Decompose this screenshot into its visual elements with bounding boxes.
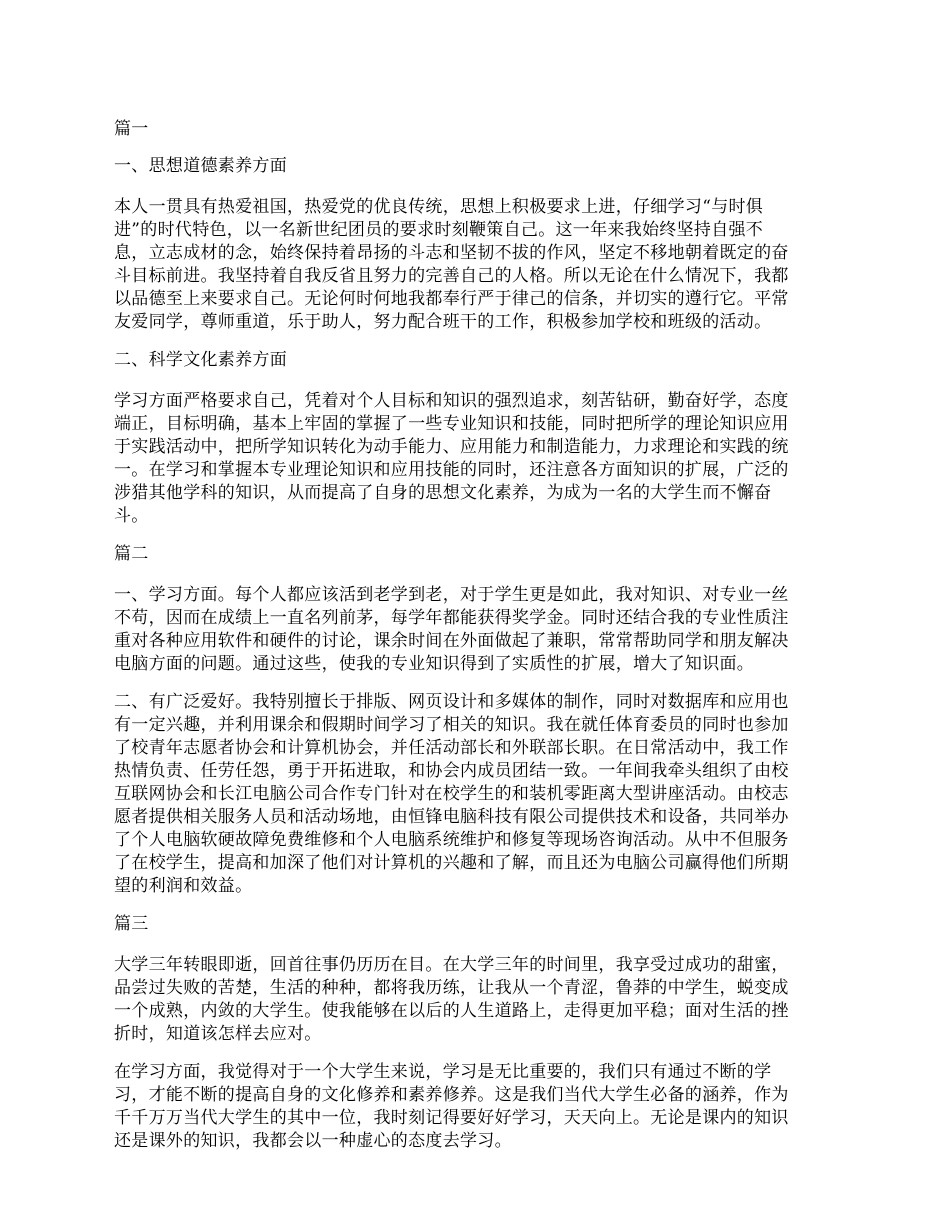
paragraph-line: 在学习方面，我觉得对于一个大学生来说，学习是无比重要的，我们只有通过不断的学 [114, 1062, 772, 1082]
paragraph-line: 重对各种应用软件和硬件的讨论，课余时间在外面做起了兼职，常常帮助同学和朋友解决 [114, 631, 789, 651]
subheading: 一、思想道德素养方面 [114, 156, 287, 176]
paragraph [114, 584, 844, 676]
paragraph-line: 一个成熟，内敛的大学生。使我能够在以后的人生道路上，走得更加平稳；面对生活的挫 [114, 1001, 789, 1021]
paragraph-line: 折时，知道该怎样去应对。 [114, 1024, 322, 1044]
paragraph-line: 有一定兴趣，并利用课余和假期时间学习了相关的知识。我在就任体育委员的同时也参加 [114, 715, 789, 735]
paragraph-line: 了校青年志愿者协会和计算机协会，并任活动部长和外联部长职。在日常活动中，我工作 [114, 738, 789, 758]
paragraph-line: 不苟，因而在成绩上一直名列前茅，每学年都能获得奖学金。同时还结合我的专业性质注 [114, 608, 789, 628]
paragraph-line: 息，立志成材的念，始终保持着昂扬的斗志和坚韧不拔的作风，坚定不移地朝着既定的奋 [114, 243, 789, 263]
paragraph [114, 196, 844, 334]
paragraph [114, 691, 844, 898]
paragraph [114, 954, 844, 1046]
paragraph-line: 大学三年转眼即逝，回首往事仍历历在目。在大学三年的时间里，我享受过成功的甜蜜， [114, 955, 789, 975]
paragraph-line: 斗。 [114, 506, 149, 526]
document-body [114, 118, 844, 1153]
paragraph-line: 端正，目标明确，基本上牢固的掌握了一些专业知识和技能，同时把所学的理论知识应用 [114, 414, 789, 434]
paragraph-line: 千千万万当代大学生的其中一位，我时刻记得要好好学习，天天向上。无论是课内的知识 [114, 1108, 789, 1128]
paragraph-line: 于实践活动中，把所学知识转化为动手能力、应用能力和制造能力，力求理论和实践的统 [114, 437, 789, 457]
paragraph-line: 互联网协会和长江电脑公司合作专门针对在校学生的和装机零距离大型讲座活动。由校志 [114, 784, 789, 804]
paragraph-line: 以品德至上来要求自己。无论何时何地我都奉行严于律己的信条，并切实的遵行它。平常 [114, 289, 789, 309]
section-title: 篇二 [114, 544, 149, 564]
paragraph-line: 涉猎其他学科的知识，从而提高了自身的思想文化素养，为成为一名的大学生而不懈奋 [114, 483, 772, 503]
paragraph-line: 还是课外的知识，我都会以一种虚心的态度去学习。 [114, 1131, 512, 1151]
paragraph-line: 一。在学习和掌握本专业理论知识和应用技能的同时，还注意各方面知识的扩展，广泛的 [114, 460, 789, 480]
paragraph-line: 学习方面严格要求自己，凭着对个人目标和知识的强烈追求，刻苦钻研，勤奋好学，态度 [114, 391, 789, 411]
paragraph-line: 进”的时代特色，以一名新世纪团员的要求时刻鞭策自己。这一年来我始终坚持自强不 [114, 220, 764, 240]
paragraph-line: 望的利润和效益。 [114, 876, 253, 896]
paragraph-line: 了在校学生，提高和加深了他们对计算机的兴趣和了解，而且还为电脑公司赢得他们所期 [114, 853, 789, 873]
paragraph-line: 品尝过失败的苦楚，生活的种种，都将我历练，让我从一个青涩，鲁莽的中学生，蜕变成 [114, 978, 789, 998]
paragraph [114, 390, 844, 528]
paragraph-line: 一、学习方面。每个人都应该活到老学到老，对于学生更是如此，我对知识、对专业一丝 [114, 585, 789, 605]
paragraph-line: 本人一贯具有热爱祖国，热爱党的优良传统，思想上积极要求上进，仔细学习“与时俱 [114, 197, 764, 217]
paragraph-line: 二、有广泛爱好。我特别擅长于排版、网页设计和多媒体的制作，同时对数据库和应用也 [114, 692, 789, 712]
paragraph-line: 电脑方面的问题。通过这些，使我的专业知识得到了实质性的扩展，增大了知识面。 [114, 654, 755, 674]
section-title: 篇三 [114, 914, 149, 934]
paragraph-line: 了个人电脑软硬故障免费维修和个人电脑系统维护和修复等现场咨询活动。从中不但服务 [114, 830, 789, 850]
paragraph-line: 热情负责、任劳任怨，勇于开拓进取，和协会内成员团结一致。一年间我牵头组织了由校 [114, 761, 789, 781]
paragraph-line: 习，才能不断的提高自身的文化修养和素养修养。这是我们当代大学生必备的涵养，作为 [114, 1085, 789, 1105]
paragraph-line: 愿者提供相关服务人员和活动场地，由恒锋电脑科技有限公司提供技术和设备，共同举办 [114, 807, 789, 827]
paragraph-line: 友爱同学，尊师重道，乐于助人，努力配合班干的工作，积极参加学校和班级的活动。 [114, 312, 772, 332]
paragraph-line: 斗目标前进。我坚持着自我反省且努力的完善自己的人格。所以无论在什么情况下，我都 [114, 266, 789, 286]
paragraph [114, 1061, 844, 1153]
subheading: 二、科学文化素养方面 [114, 350, 287, 370]
section-title: 篇一 [114, 119, 149, 139]
